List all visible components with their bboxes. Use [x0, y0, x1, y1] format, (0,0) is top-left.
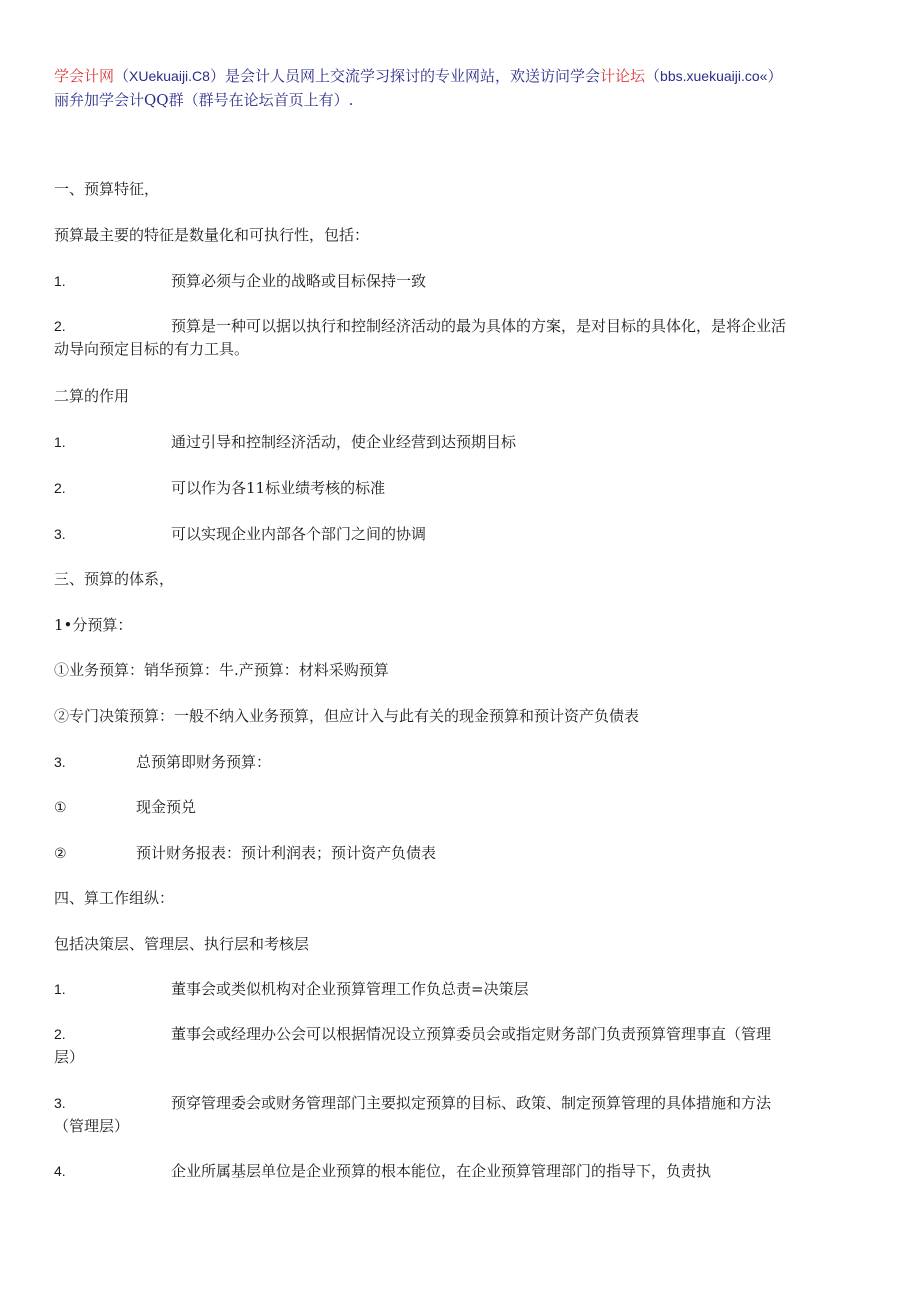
item-number: 4. — [54, 1163, 66, 1179]
section-4-item-2 — [54, 1023, 789, 1069]
item-number: 2. — [54, 480, 66, 496]
item-number: 3. — [54, 754, 66, 770]
header-banner: 学会计网（XUekuaiji.C8）是会计人员网上交流学习探讨的专业网站，欢送访问学会计论坛（bbs.xuekuaiji.co«） 丽弁加学会计QQ群（群号在论坛首页上有）. — [54, 67, 783, 109]
item-number: 1. — [54, 434, 66, 450]
section-1-intro: 预算最主要的特征是数量化和可执行性，包括： — [54, 226, 370, 244]
item-text: 现金预兑 — [136, 798, 197, 816]
section-3-heading: 三、预算的体系， — [54, 570, 175, 588]
item-number: 1. — [54, 981, 66, 997]
item-text: 预算必须与企业的战略或目标保持一致 — [171, 272, 427, 290]
section-4-intro: 包括决策层、管理层、执行层和考核层 — [54, 935, 310, 953]
section-3-circled-1: ①业务预算：销华预算：牛.产预算：材料采购预算 — [54, 661, 389, 679]
item-number: 1. — [54, 273, 66, 289]
site-description: 是会计人员网上交流学习探讨的专业网站，欢送访问学会 — [224, 67, 600, 85]
item-text: 可以作为各11标业绩考核的标准 — [171, 479, 386, 497]
item-text: 董事会或类似机构对企业预算管理工作负总责=决策层 — [171, 980, 529, 998]
forum-name-link[interactable]: 计论坛 — [600, 67, 646, 85]
item-text: 预穿管理委会或财务管理部门主要拟定预算的目标、政策、制定预算管理的具体措施和方法（管理层） — [54, 1094, 772, 1135]
item-text: 总预第即财务预算： — [136, 753, 272, 771]
forum-url-link[interactable]: bbs.xuekuaiji.co« — [660, 68, 768, 84]
item-number: 3. — [54, 1095, 66, 1111]
site-name-link[interactable]: 学会计网 — [54, 67, 115, 85]
site-url-link[interactable]: XUekuaiji.C8 — [129, 68, 210, 84]
item-number: 2. — [54, 318, 66, 334]
section-2-heading: 二算的作用 — [54, 387, 130, 405]
item-text: 董事会或经理办公会可以根据情况设立预算委员会或指定财务部门负责预算管理事直（管理层） — [54, 1025, 772, 1066]
qq-group-note: 丽弁加学会计QQ群（群号在论坛首页上有）. — [54, 91, 354, 109]
item-number: 2. — [54, 1026, 66, 1042]
section-4-item-3 — [54, 1092, 789, 1138]
item-number: 3. — [54, 526, 66, 542]
item-number: ② — [54, 845, 67, 861]
item-text: 预算是一种可以据以执行和控制经济活动的最为具体的方案，是对目标的具体化，是将企业活动导向预定目标的有力工具。 — [54, 317, 787, 358]
section-4-heading: 四、算工作组纵： — [54, 889, 175, 907]
item-text: 预计财务报表：预计利润表；预计资产负债表 — [136, 844, 437, 862]
section-3-circled-2: ②专门决策预算：一般不纳入业务预算，但应计入与此有关的现金预算和预计资产负债表 — [54, 707, 640, 725]
section-1-heading: 一、预算特征， — [54, 180, 160, 198]
item-text: 通过引导和控制经济活动，使企业经营到达预期目标 — [171, 433, 517, 451]
section-3-subheading-1: 1•分预算： — [54, 616, 133, 634]
item-text: 可以实现企业内部各个部门之间的协调 — [171, 525, 427, 543]
section-1-item-2 — [54, 315, 789, 361]
item-number: ① — [54, 799, 67, 815]
item-text: 企业所属基层单位是企业预算的根本能位，在企业预算管理部门的指导下，负责执 — [171, 1162, 712, 1180]
